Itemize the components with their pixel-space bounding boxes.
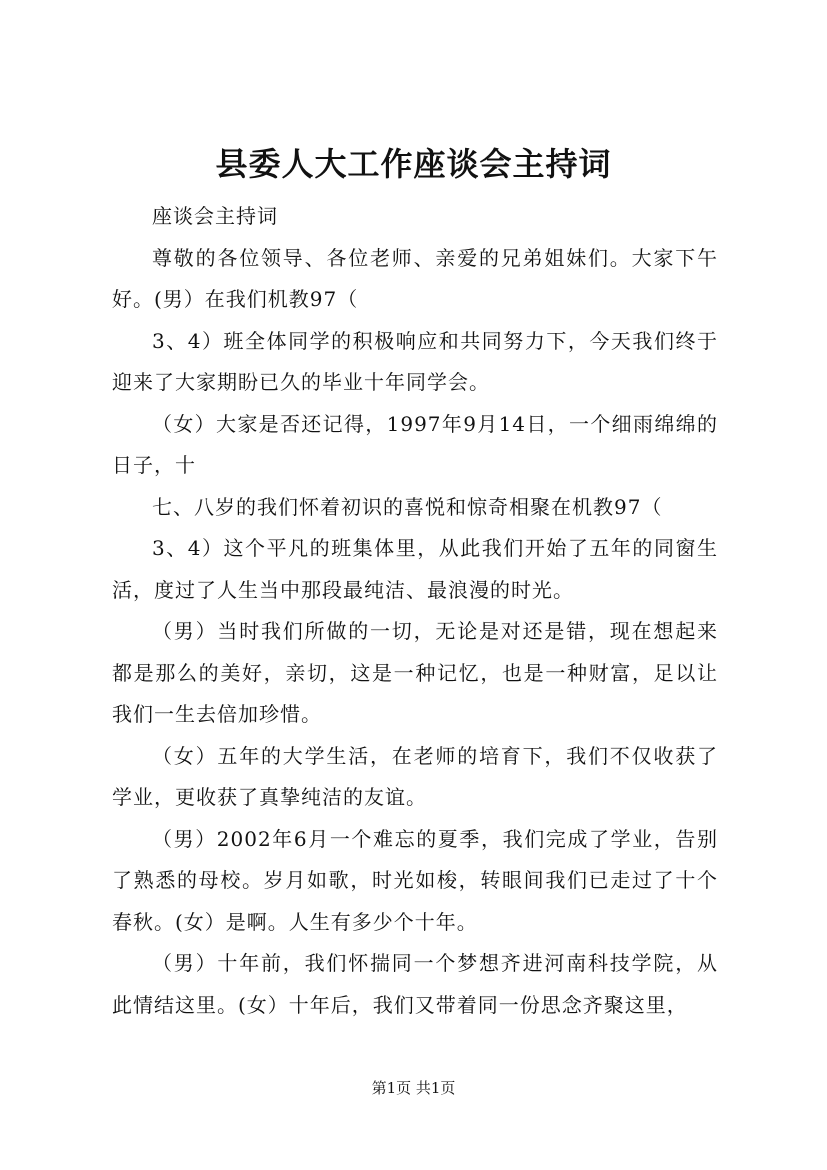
paragraph: 七、八岁的我们怀着初识的喜悦和惊奇相聚在机教97（ bbox=[152, 494, 663, 519]
paragraph: （女）大家是否还记得，1997年9月14日，一个细雨绵绵的日子，十 bbox=[112, 411, 718, 477]
paragraph: 3、4）班全体同学的积极响应和共同努力下，今天我们终于迎来了大家期盼已久的毕业十年同学会。 bbox=[112, 328, 718, 394]
paragraph: （男）当时我们所做的一切，无论是对还是错，现在想起来都是那么的美好，亲切，这是一种记忆，也是一种财富，足以让我们一生去倍加珍惜。 bbox=[112, 619, 718, 726]
paragraph: （女）五年的大学生活，在老师的培育下，我们不仅收获了学业，更收获了真挚纯洁的友谊。 bbox=[112, 743, 718, 809]
paragraph: （男）十年前，我们怀揣同一个梦想齐进河南科技学院，从此情结这里。(女）十年后，我们又带着同一份思念齐聚这里， bbox=[112, 951, 718, 1017]
paragraph: 3、4）这个平凡的班集体里，从此我们开始了五年的同窗生活，度过了人生当中那段最纯洁、最浪漫的时光。 bbox=[112, 536, 718, 602]
paragraph: 座谈会主持词 bbox=[152, 204, 278, 228]
page-footer: 第1页 共1页 bbox=[371, 1079, 456, 1097]
paragraph: 尊敬的各位领导、各位老师、亲爱的兄弟姐妹们。大家下午好。(男）在我们机教97（ bbox=[112, 245, 718, 311]
paragraph: （男）2002年6月一个难忘的夏季，我们完成了学业，告别了熟悉的母校。岁月如歌，时光如梭，转眼间我们已走过了十个春秋。(女）是啊。人生有多少个十年。 bbox=[112, 826, 718, 934]
document-body bbox=[112, 196, 718, 1026]
document-title: 县委人大工作座谈会主持词 bbox=[215, 145, 612, 183]
